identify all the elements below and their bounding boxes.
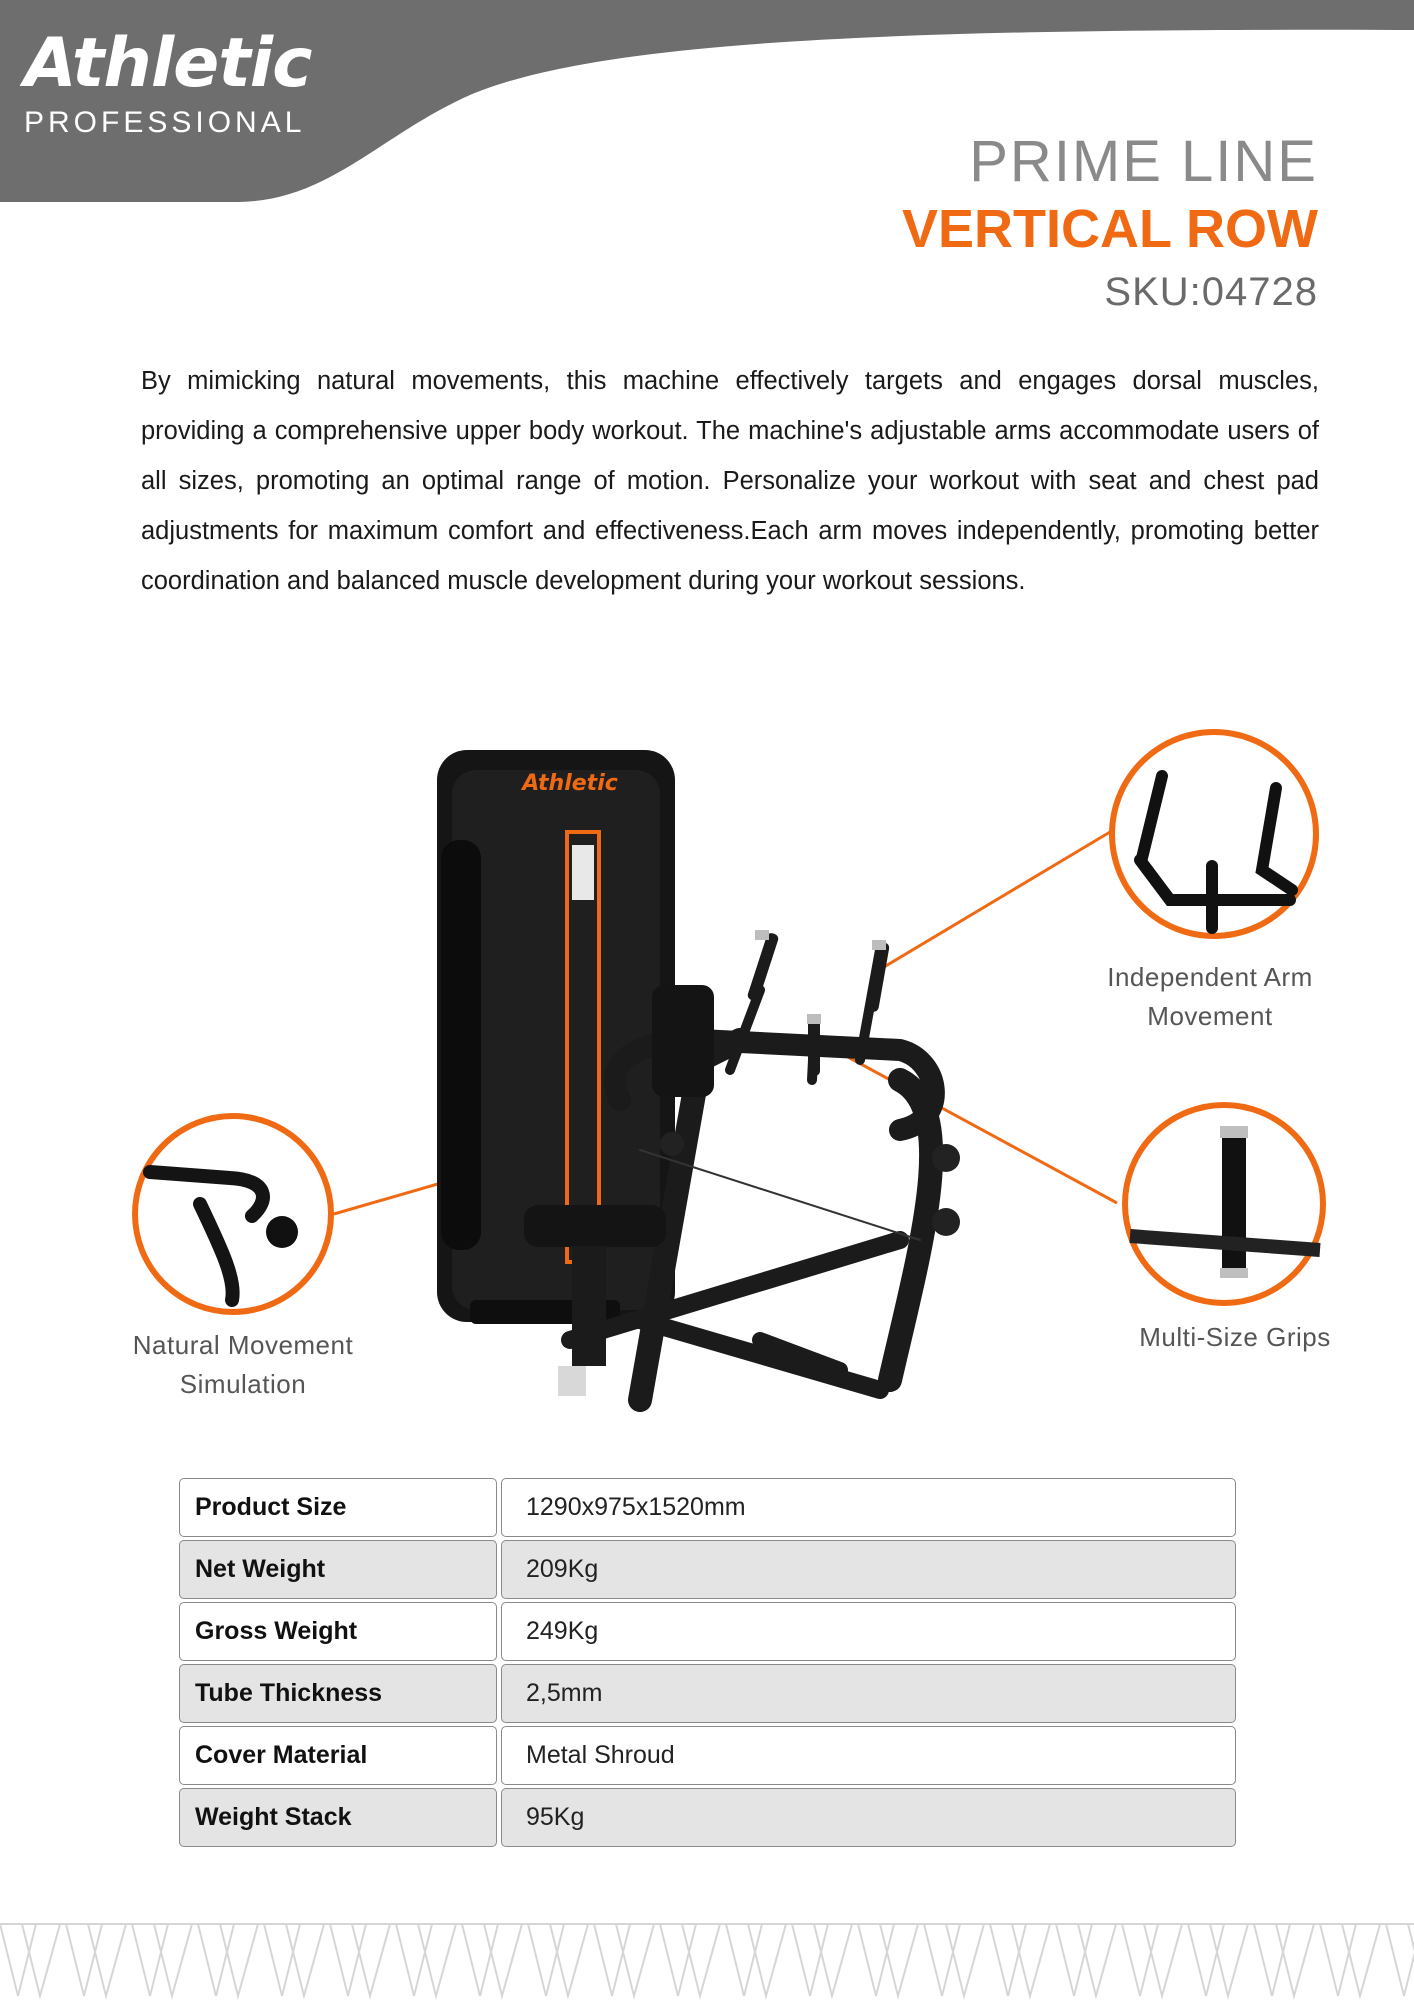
spec-value: 1290x975x1520mm — [501, 1478, 1236, 1537]
spec-row-tube-thickness — [179, 1664, 1236, 1723]
footer-chevron — [726, 1924, 786, 1996]
spec-row-gross-weight — [179, 1602, 1236, 1661]
footer-chevron — [396, 1924, 456, 1996]
brand-subtitle: PROFESSIONAL — [24, 106, 306, 139]
footer-chevron — [858, 1924, 918, 1996]
callout-arm-line1: Independent Arm — [1107, 962, 1313, 992]
spec-label: Weight Stack — [179, 1788, 497, 1847]
chest-pad — [652, 985, 714, 1097]
spec-value: 249Kg — [501, 1602, 1236, 1661]
spec-value: Metal Shroud — [501, 1726, 1236, 1785]
footer-chevron — [924, 1924, 984, 1996]
spec-row-weight-stack — [179, 1788, 1236, 1847]
footer-chevron — [462, 1924, 522, 1996]
footer-chevron — [792, 1924, 852, 1996]
footer-chevron — [198, 1924, 258, 1996]
zoom-circle-natural — [135, 1116, 331, 1312]
spec-label: Gross Weight — [179, 1602, 497, 1661]
specs-table — [179, 1478, 1236, 1850]
callout-arm-line2: Movement — [1147, 1001, 1273, 1031]
footer-chevron — [1122, 1924, 1182, 1996]
callout-natural-line1: Natural Movement — [132, 1330, 354, 1360]
spec-label: Tube Thickness — [179, 1664, 497, 1723]
footer-chevron — [264, 1924, 324, 1996]
product-title: VERTICAL ROW — [902, 199, 1318, 259]
callout-label-grips — [1125, 1318, 1345, 1357]
footer-chevron — [528, 1924, 588, 1996]
footer-chevron — [330, 1924, 390, 1996]
callout-label-independent-arm — [1080, 958, 1340, 1036]
footer-chevron — [1056, 1924, 1116, 1996]
sku-text: SKU:04728 — [1104, 270, 1318, 314]
footer-chevron — [66, 1924, 126, 1996]
series-title: PRIME LINE — [969, 129, 1318, 194]
footer-pattern — [0, 1912, 1414, 2000]
spec-value: 209Kg — [501, 1540, 1236, 1599]
callout-grips-line1: Multi-Size Grips — [1139, 1322, 1331, 1352]
zoom-circle-arm — [1112, 732, 1316, 936]
footer-chevron — [660, 1924, 720, 1996]
spec-row-product-size — [179, 1478, 1236, 1537]
footer-chevron — [1254, 1924, 1314, 1996]
brand-logo: Athletic — [24, 24, 312, 103]
footer-chevron — [132, 1924, 192, 1996]
footer-chevron — [990, 1924, 1050, 1996]
callout-natural-line2: Simulation — [179, 1369, 307, 1399]
spec-label: Net Weight — [179, 1540, 497, 1599]
spec-label: Product Size — [179, 1478, 497, 1537]
product-description: By mimicking natural movements, this machine effectively targets and engages dorsal muscles, providing a comprehensive upper body workout. The machine's adjustable arms accommodate users of all sizes, promoting an optimal range of motion. Personalize your workout with seat and chest pad adjustments for maximum comfort and effectiveness.Each arm moves independently, promoting better coordination and balanced muscle development during your workout sessions. — [141, 367, 1319, 595]
footer-chevron — [1188, 1924, 1248, 1996]
footer-chevron — [1386, 1924, 1414, 1996]
spec-row-cover-material — [179, 1726, 1236, 1785]
spec-row-net-weight — [179, 1540, 1236, 1599]
footer-chevron — [0, 1924, 60, 1996]
zoom-circle-grips — [1125, 1105, 1323, 1303]
machine-logo: Athletic — [522, 771, 618, 796]
footer-chevron — [1320, 1924, 1380, 1996]
spec-label: Cover Material — [179, 1726, 497, 1785]
callout-label-natural-movement — [112, 1326, 374, 1404]
footer-chevron — [594, 1924, 654, 1996]
spec-value: 95Kg — [501, 1788, 1236, 1847]
spec-value: 2,5mm — [501, 1664, 1236, 1723]
